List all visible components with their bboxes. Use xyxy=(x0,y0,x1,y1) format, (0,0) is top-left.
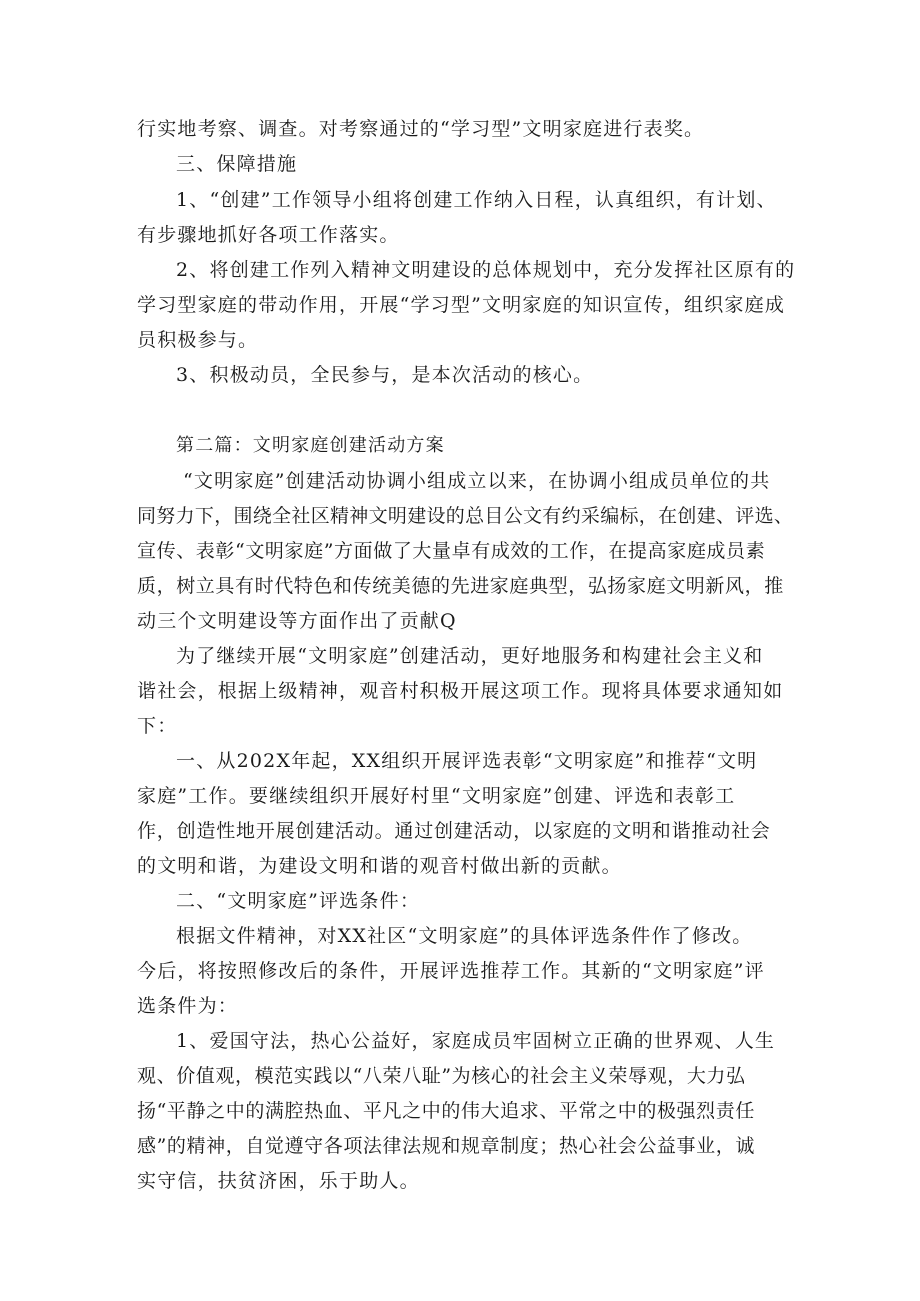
paragraph-line: 宣传、表彰“文明家庭”方面做了大量卓有成效的工作，在提高家庭成员素 xyxy=(137,540,766,562)
paragraph-line: 同努力下，围绕全社区精神文明建设的总目公文有约采编标，在创建、评选、 xyxy=(137,505,794,527)
paragraph-line: 学习型家庭的带动作用，开展“学习型”文明家庭的知识宣传，组织家庭成 xyxy=(137,294,786,316)
paragraph-line: 下： xyxy=(137,715,178,737)
paragraph-line: 的文明和谐，为建设文明和谐的观音村做出新的贡献。 xyxy=(137,855,622,877)
paragraph-line: 动三个文明建设等方面作出了贡献Q xyxy=(137,610,457,632)
paragraph-line: 3、积极动员，全民参与，是本次活动的核心。 xyxy=(176,364,594,386)
paragraph-line: 作，创造性地开展创建活动。通过创建活动，以家庭的文明和谐推动社会 xyxy=(137,820,771,842)
paragraph-line: 根据文件精神，对XX社区“文明家庭”的具体评选条件作了修改。 xyxy=(176,925,753,947)
paragraph-line: 质，树立具有时代特色和传统美德的先进家庭典型，弘扬家庭文明新风，推 xyxy=(137,575,784,597)
paragraph-line: 1、“创建”工作领导小组将创建工作纳入日程，认真组织，有计划、 xyxy=(176,189,777,211)
paragraph-line: 实守信，扶贫济困，乐于助人。 xyxy=(137,1170,420,1192)
paragraph-line: 谐社会，根据上级精神，观音村积极开展这项工作。现将具体要求通知如 xyxy=(137,680,784,702)
paragraph-line: 行实地考察、调查。对考察通过的“学习型”文明家庭进行表奖。 xyxy=(137,118,705,140)
paragraph-line: 感”的精神，自觉遵守各项法律法规和规章制度；热心社会公益事业，诚 xyxy=(137,1135,755,1157)
paragraph-line: 选条件为： xyxy=(137,995,239,1017)
paragraph-line: 2、将创建工作列入精神文明建设的总体规划中，充分发挥社区原有的 xyxy=(176,259,796,281)
paragraph-line: 员积极参与。 xyxy=(137,329,259,351)
paragraph-line: 有步骤地抓好各项工作落实。 xyxy=(137,224,400,246)
paragraph-line: 扬“平静之中的满腔热血、平凡之中的伟大追求、平常之中的极强烈责任 xyxy=(137,1100,755,1122)
paragraph-line: 观、价值观，模范实践以“八荣八耻”为核心的社会主义荣辱观，大力弘 xyxy=(137,1065,746,1087)
paragraph-line: 1、爱国守法，热心公益好，家庭成员牢固树立正确的世界观、人生 xyxy=(176,1030,776,1052)
paragraph-line: “文明家庭”创建活动协调小组成立以来，在协调小组成员单位的共 xyxy=(183,470,771,492)
paragraph-line: 家庭”工作。要继续组织开展好村里“文明家庭”创建、评选和表彰工 xyxy=(137,785,736,807)
section-heading: 二、“文明家庭”评选条件： xyxy=(176,890,421,912)
paragraph-line: 今后，将按照修改后的条件，开展评选推荐工作。其新的“文明家庭”评 xyxy=(137,960,765,982)
paragraph-line: 一、从202X年起，XX组织开展评选表彰“文明家庭”和推荐“文明 xyxy=(176,750,758,772)
section-heading: 三、保障措施 xyxy=(176,153,298,175)
chapter-title: 第二篇：文明家庭创建活动方案 xyxy=(176,435,445,456)
paragraph-line: 为了继续开展“文明家庭”创建活动，更好地服务和构建社会主义和 xyxy=(176,645,764,667)
